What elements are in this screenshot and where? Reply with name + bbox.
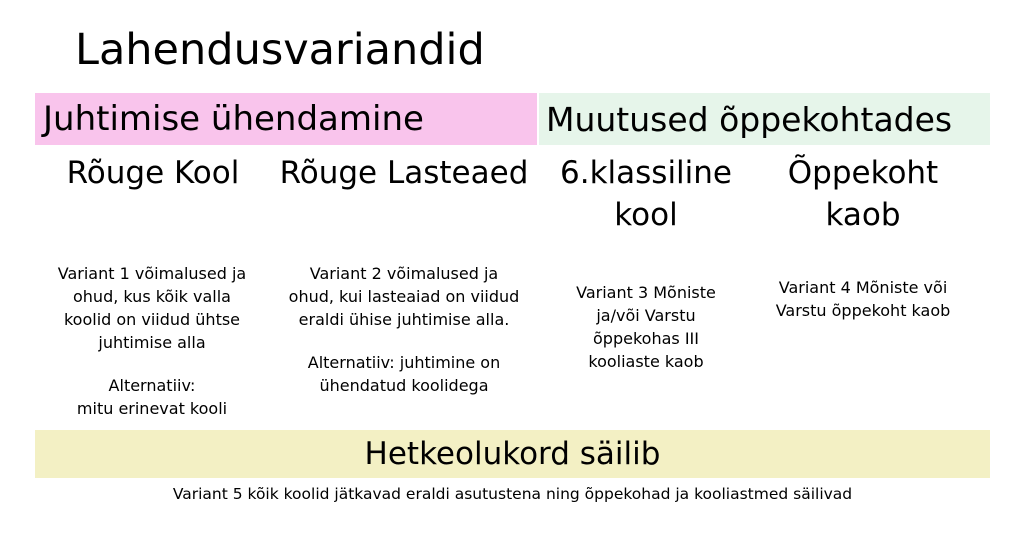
variant-3-description xyxy=(541,281,751,373)
description-line: Variant 1 võimalused ja xyxy=(57,264,247,283)
description-line: kooliaste kaob xyxy=(588,352,704,371)
description-line: Variant 2 võimalused ja xyxy=(309,264,499,283)
description-line: juhtimise alla xyxy=(98,333,206,352)
column-title-6-klassiline-kool xyxy=(541,152,751,236)
description-line: ja/või Varstu xyxy=(596,306,696,325)
alternative-line: Alternatiiv: xyxy=(108,376,196,395)
column-title-line: Rõuge Kool xyxy=(66,155,240,191)
variant-1-description xyxy=(35,262,269,420)
column-title-oppekoht-kaob xyxy=(758,152,968,236)
muutused-oppekohtades-header: Muutused õppekohtades xyxy=(539,93,990,145)
variant-2-description xyxy=(271,262,537,397)
column-title-line: Õppekoht xyxy=(787,155,939,191)
variant-5-description: Variant 5 kõik koolid jätkavad eraldi asutustena ning õppekohad ja kooliastmed säilivad xyxy=(172,485,853,503)
column-title-line: kool xyxy=(614,197,678,233)
description-line: õppekohas III xyxy=(593,329,699,348)
description-line: koolid on viidud ühtse xyxy=(63,310,241,329)
column-title-line: 6.klassiline xyxy=(560,155,732,191)
description-line: ohud, kui lasteaiad on viidud xyxy=(288,287,520,306)
description-line: Variant 4 Mõniste või xyxy=(778,278,948,297)
page-title: Lahendusvariandid xyxy=(75,25,485,75)
description-line: ohud, kus kõik valla xyxy=(73,287,231,306)
alternative-line: Alternatiiv: juhtimine on xyxy=(307,353,501,372)
column-title-rouge-lasteaed xyxy=(271,152,537,194)
column-title-line: Rõuge Lasteaed xyxy=(279,155,529,191)
hetkeolukord-sailib-header: Hetkeolukord säilib xyxy=(35,430,990,478)
description-line: eraldi ühise juhtimise alla. xyxy=(298,310,510,329)
alternative-line: mitu erinevat kooli xyxy=(76,399,228,418)
column-title-rouge-kool xyxy=(40,152,266,194)
description-line: Varstu õppekoht kaob xyxy=(775,301,951,320)
description-line: Variant 3 Mõniste xyxy=(576,283,716,302)
variant-4-description xyxy=(758,276,968,322)
alternative-line: ühendatud koolidega xyxy=(319,376,489,395)
column-title-line: kaob xyxy=(825,197,901,233)
juhtimise-uhendamine-header: Juhtimise ühendamine xyxy=(35,93,537,145)
